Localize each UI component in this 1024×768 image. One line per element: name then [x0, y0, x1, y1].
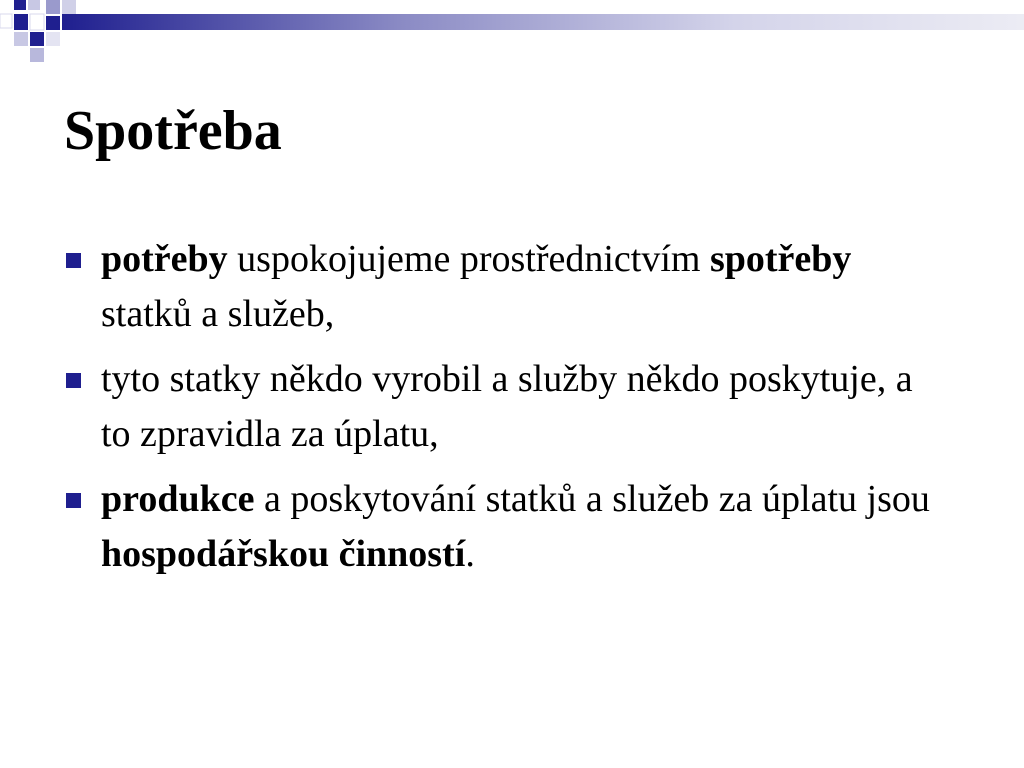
- header-square: [46, 0, 60, 14]
- header-square: [46, 32, 60, 46]
- text-run: tyto statky někdo vyrobil a služby někdo poskytuje, a to zpravidla za úplatu,: [101, 358, 913, 455]
- bullet-text: [101, 238, 851, 335]
- header-decoration: [0, 0, 1024, 64]
- header-square: [0, 14, 12, 28]
- square-bullet-icon: [66, 373, 81, 388]
- header-gradient-bar: [62, 14, 1024, 30]
- text-run: .: [465, 533, 475, 575]
- bullet-text: [101, 478, 930, 575]
- header-square: [46, 16, 60, 30]
- header-square: [14, 32, 28, 46]
- bold-term: spotřeby: [709, 238, 852, 280]
- square-bullet-icon: [66, 493, 81, 508]
- bullet-item: [64, 472, 944, 582]
- bullet-text: [101, 358, 913, 455]
- bold-term: hospodářskou činností: [101, 533, 466, 575]
- header-square: [14, 0, 26, 10]
- header-square: [30, 14, 44, 30]
- bullet-list: [64, 232, 944, 592]
- bullet-item: [64, 232, 944, 342]
- text-run: uspokojujeme prostřednictvím: [227, 238, 710, 280]
- bullet-item: [64, 352, 944, 462]
- header-square: [14, 14, 28, 30]
- text-run: statků a služeb,: [101, 293, 335, 335]
- header-square: [28, 0, 40, 10]
- square-bullet-icon: [66, 253, 81, 268]
- bold-term: potřeby: [101, 238, 228, 280]
- header-square: [30, 48, 44, 62]
- header-square: [62, 0, 76, 14]
- text-run: a poskytování statků a služeb za úplatu jsou: [254, 478, 930, 520]
- bold-term: produkce: [101, 478, 255, 520]
- header-square: [30, 32, 44, 46]
- slide-title: Spotřeba: [64, 100, 282, 162]
